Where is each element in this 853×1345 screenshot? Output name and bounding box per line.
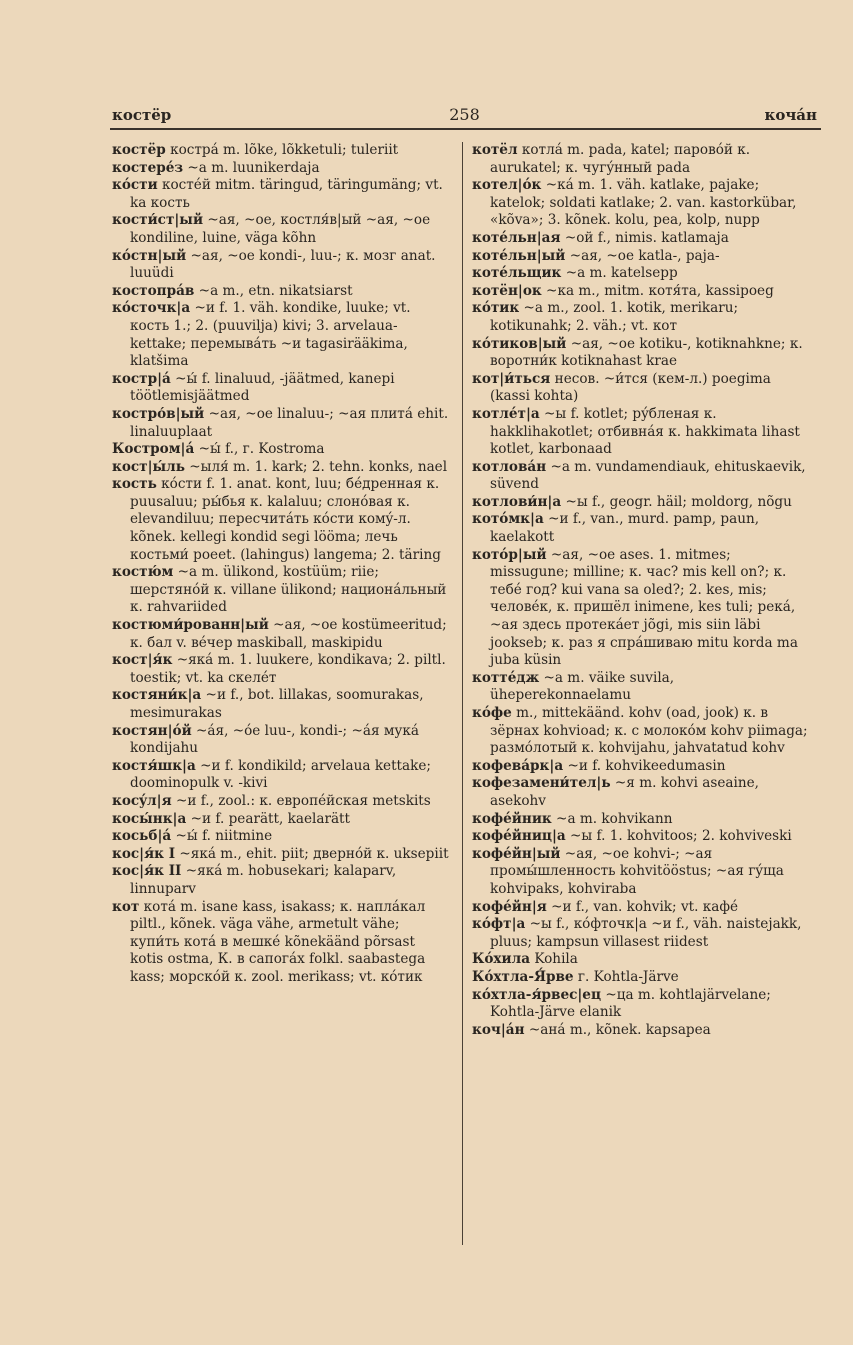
dictionary-entry bbox=[472, 916, 812, 951]
headword: кофевáрк|а bbox=[472, 757, 564, 774]
dictionary-entry bbox=[112, 793, 452, 811]
headword: котóр|ый bbox=[472, 546, 547, 563]
dictionary-entry bbox=[472, 142, 812, 177]
headword: котéльн|ая bbox=[472, 229, 561, 246]
entry-definition: ~ы f., кóфточк|а ~и f., väh. naistejakk, pluus; kampsun villasest riidest bbox=[490, 916, 802, 950]
entry-definition: ~якá m. hobusekari; kalaparv, linnuparv bbox=[130, 863, 397, 897]
dictionary-entry bbox=[472, 248, 812, 266]
dictionary-entry bbox=[472, 758, 812, 776]
running-head bbox=[112, 96, 817, 124]
dictionary-entry bbox=[112, 177, 452, 212]
headword: костю́м bbox=[112, 564, 174, 581]
dictionary-entry bbox=[472, 459, 812, 494]
dictionary-entry bbox=[472, 371, 812, 406]
headword: кофéйниц|а bbox=[472, 828, 566, 845]
dictionary-entry bbox=[472, 494, 812, 512]
dictionary-entry bbox=[472, 1022, 812, 1040]
entry-definition: ~ая, ~ое kondi-, luu-; к. мозг anat. luuüdi bbox=[130, 247, 436, 282]
dictionary-entry bbox=[112, 564, 452, 617]
headword: кот bbox=[112, 898, 140, 915]
dictionary-entry bbox=[112, 863, 452, 898]
entry-definition: котá m. isane kass, isakass; к. наплáкал piltl., kõnek. väga vähe, armetult vähe; купи́ть котá в мешкé kõnekäänd põrsast kotis ostma, К. в сапогáх folkl. saabastega kass; морскóй к. zool. merikass; vt. кóтик bbox=[130, 898, 426, 985]
entry-definition: ~áя, ~óе luu-, kondi-; ~áя мукá kondijahu bbox=[130, 722, 420, 757]
headword: коттéдж bbox=[472, 669, 540, 686]
headword: котлови́н|а bbox=[472, 493, 562, 510]
dictionary-entry bbox=[472, 230, 812, 248]
dictionary-entry bbox=[112, 723, 452, 758]
dictionary-entry bbox=[472, 811, 812, 829]
headword: кост|я́к bbox=[112, 652, 173, 669]
headword: Кóхила bbox=[472, 951, 531, 968]
headword: котел|óк bbox=[472, 177, 542, 194]
headword: кофéйн|я bbox=[472, 898, 547, 915]
headword: кофéйник bbox=[472, 810, 552, 827]
headword: кóтик bbox=[472, 300, 520, 317]
dictionary-entry bbox=[472, 951, 812, 969]
headword: костро́в|ый bbox=[112, 405, 205, 422]
headword: костёр bbox=[112, 142, 166, 158]
entry-definition: ~ая, ~ое kotiku-, kotiknahkne; к. воротни́к kotiknahast krae bbox=[490, 335, 803, 370]
entry-definition: ~ая, ~ое linaluu-; ~ая плитá ehit. linaluuplaat bbox=[130, 405, 449, 440]
dictionary-entry bbox=[472, 283, 812, 301]
headword: кость bbox=[112, 476, 157, 493]
entry-definition: ~а m. katelsepp bbox=[561, 265, 678, 282]
headword: кос|я́к II bbox=[112, 863, 182, 880]
headword: косы́нк|а bbox=[112, 810, 187, 827]
headword: кофезамени́тел|ь bbox=[472, 775, 611, 792]
headword: костян|óй bbox=[112, 722, 192, 739]
entry-definition: ~ы́ f., г. Kostroma bbox=[194, 441, 325, 458]
entry-definition: ~я m. kohvi aseaine, asekohv bbox=[490, 775, 759, 809]
entry-definition: ~ы f. kotlet; рýбленая к. hakklihakotlet; отбивнáя к. hakkimata lihast kotlet, karbonaad bbox=[490, 405, 800, 458]
entry-definition: ~ая, ~ое, костля́в|ый ~ая, ~ое kondiline, luine, väga kõhn bbox=[130, 212, 431, 246]
entry-definition: ~а m. väike suvila, üheperekonnaelamu bbox=[490, 669, 675, 704]
entry-definition: ~ы́ f. linaluud, -jäätmed, kanepi töötlemisjäätmed bbox=[130, 370, 395, 405]
entry-definition: ~и f., bot. lillakas, soomurakas, mesimurakas bbox=[130, 687, 424, 721]
entry-definition: ~ая, ~ое katla-, paja- bbox=[565, 247, 720, 264]
entry-definition: ~а m. vundamendiauk, ehituskaevik, süvend bbox=[490, 458, 806, 493]
entry-definition: ~и f. kohvikeedumasin bbox=[563, 757, 726, 774]
dictionary-entry bbox=[472, 177, 812, 230]
dictionary-entry bbox=[112, 687, 452, 722]
headword: кости́ст|ый bbox=[112, 212, 204, 229]
dictionary-entry bbox=[472, 511, 812, 546]
entry-definition: Kohila bbox=[530, 951, 578, 968]
right-guide-word: кочáн bbox=[764, 106, 817, 124]
dictionary-entry bbox=[112, 142, 452, 160]
headword: котловáн bbox=[472, 458, 547, 475]
dictionary-entry bbox=[112, 459, 452, 477]
entry-definition: m., mittekäänd. kohv (oad, jook) к. в зёрнах kohvioad; к. с молокóм kohv piimaga; размóлотый к. kohvijahu, jahvatatud kohv bbox=[490, 705, 808, 757]
entry-definition: ~и f. 1. väh. kondike, luuke; vt. кость 1.; 2. (puuvilja) kivi; 3. arvelaua-kettake; перемывáть ~и tagasirääkima, klatšima bbox=[130, 300, 411, 370]
headword: костя́шк|а bbox=[112, 757, 196, 774]
headword: кóфе bbox=[472, 705, 512, 721]
dictionary-entry bbox=[472, 705, 812, 758]
entry-definition: ~ы f., geogr. häil; moldorg, nõgu bbox=[561, 493, 792, 510]
entry-definition: котлá m. pada, katel; паровóй к. aurukatel; к. чугýнный pada bbox=[490, 142, 751, 176]
entry-definition: ~кá m. 1. väh. katlake, pajake; katelok; soldati katlake; 2. van. kastorkübar, «kõva»; 3. kõnek. kolu, pea, kolp, nupp bbox=[490, 177, 797, 229]
entry-definition: ~ы́ f. niitmine bbox=[171, 828, 273, 845]
dictionary-entry bbox=[112, 212, 452, 247]
dictionary-entry bbox=[472, 987, 812, 1022]
page-number: 258 bbox=[449, 105, 480, 124]
dictionary-entry bbox=[472, 547, 812, 670]
headword: кос|я́к I bbox=[112, 845, 176, 862]
entry-definition: костéй mitm. täringud, täringumäng; vt. ka кость bbox=[130, 177, 443, 211]
entry-definition: ~и f. pearätt, kaelarätt bbox=[186, 810, 350, 827]
headword: Кóхтла-Я́рве bbox=[472, 968, 574, 985]
headword: котёл bbox=[472, 142, 518, 158]
entry-definition: г. Kohtla-Järve bbox=[573, 968, 679, 985]
dictionary-entry bbox=[112, 899, 452, 987]
headword: Костром|á bbox=[112, 441, 195, 458]
column-separator bbox=[462, 142, 463, 1245]
dictionary-entry bbox=[472, 846, 812, 899]
headword: кóсточк|а bbox=[112, 300, 191, 317]
entry-definition: ~ца m. kohtlajärvelane; Kohtla-Järve elanik bbox=[490, 986, 771, 1021]
dictionary-entry bbox=[112, 828, 452, 846]
entry-definition: ~якá m., ehit. piit; двернóй к. uksepiit bbox=[175, 845, 449, 862]
dictionary-entry bbox=[112, 283, 452, 301]
headword: котён|ок bbox=[472, 282, 542, 299]
headword: коч|áн bbox=[472, 1021, 525, 1038]
headword: костяни́к|а bbox=[112, 687, 202, 704]
entry-definition: кóсти f. 1. anat. kont, luu; бéдренная к. puusaluu; ры́бья к. kalaluu; слонóвая к. elevandiluu; пересчитáть кóсти комý-л. kõnek. kellegi kondid segi lööma; лечь костьми́ poeet. (lahingus) langema; 2. täring bbox=[130, 476, 441, 563]
entry-definition: ~ка m., mitm. котя́та, kassipoeg bbox=[541, 282, 774, 299]
entry-definition: ~ая, ~ое kostümeeritud; к. бал v. вéчер maskiball, maskipidu bbox=[130, 617, 447, 651]
dictionary-entry bbox=[112, 617, 452, 652]
entry-definition: кострá m. lõke, lõkketuli; tuleriit bbox=[165, 142, 399, 158]
entry-definition: ~и f. kondikild; arvelaua kettake; doominopulk v. -kivi bbox=[130, 757, 431, 792]
headword: костюми́рованн|ый bbox=[112, 617, 269, 634]
entry-definition: ~и f., van. kohvik; vt. кафé bbox=[546, 898, 739, 915]
entry-definition: ~ая, ~ое ases. 1. mitmes; missugune; milline; к. час? mis kell on?; к. тебé год? kui vana sa oled?; 2. kes, mis; человéк, к. пришёл inimene, kes tuli; рекá, ~ая здесь протекáет jõgi, mis siin läbi jookseb; к. раз я спрáшиваю mitu korda ma juba küsin bbox=[490, 546, 798, 669]
headword: котéльщик bbox=[472, 265, 562, 282]
headword: кот|и́ться bbox=[472, 370, 551, 387]
entry-definition: ~ыля́ m. 1. kark; 2. tehn. konks, nael bbox=[184, 458, 448, 475]
dictionary-entry bbox=[112, 406, 452, 441]
headword: костр|á bbox=[112, 370, 171, 387]
dictionary-entry bbox=[472, 265, 812, 283]
dictionary-entry bbox=[112, 160, 452, 178]
headword: кофéйн|ый bbox=[472, 845, 561, 862]
dictionary-entry bbox=[472, 969, 812, 987]
headword: кóхтла-я́рвес|ец bbox=[472, 986, 602, 1003]
dictionary-entry bbox=[112, 846, 452, 864]
entry-definition: ~а m., etn. nikatsiarst bbox=[194, 282, 353, 299]
dictionary-entry bbox=[112, 248, 452, 283]
headword: котóмк|а bbox=[472, 511, 544, 528]
entry-definition: ~ая, ~ое kohvi-; ~ая промы́шленность kohvitööstus; ~ая гýща kohvipaks, kohviraba bbox=[490, 845, 784, 897]
entry-definition: ~и f., zool.: к. европéйская metskits bbox=[171, 792, 431, 809]
entry-definition: ~анá m., kõnek. kapsapea bbox=[524, 1021, 711, 1038]
left-guide-word: костёр bbox=[112, 106, 172, 124]
headword: косьб|á bbox=[112, 828, 172, 845]
entry-definition: ~а m. ülikond, kostüüm; riie; шерстянóй к. villane ülikond; национáльный к. rahvariided bbox=[130, 564, 447, 616]
entry-definition: ~якá m. 1. luukere, kondikava; 2. piltl. toestik; vt. ka скелéт bbox=[130, 652, 446, 686]
dictionary-entry bbox=[112, 811, 452, 829]
dictionary-entry bbox=[472, 336, 812, 371]
headword: костерéз bbox=[112, 159, 184, 176]
entry-definition: несов. ~и́тся (кем-л.) poegima (kassi kohta) bbox=[490, 370, 771, 405]
header-rule bbox=[110, 128, 821, 130]
dictionary-entry bbox=[112, 441, 452, 459]
dictionary-entry bbox=[112, 652, 452, 687]
entry-definition: ~а m., zool. 1. kotik, merikaru; kotikunahk; 2. väh.; vt. кот bbox=[490, 300, 739, 334]
dictionary-entry bbox=[112, 758, 452, 793]
dictionary-entry bbox=[472, 300, 812, 335]
dictionary-entry bbox=[472, 406, 812, 459]
entry-definition: ~ы f. 1. kohvitoos; 2. kohviveski bbox=[565, 828, 792, 845]
left-column bbox=[112, 142, 452, 1265]
dictionary-entry bbox=[112, 476, 452, 564]
dictionary-entry bbox=[472, 828, 812, 846]
entry-definition: ~а m. luunikerdaja bbox=[183, 159, 320, 176]
dictionary-entry bbox=[472, 899, 812, 917]
headword: косýл|я bbox=[112, 792, 172, 809]
headword: кóфт|а bbox=[472, 916, 526, 933]
dictionary-entry bbox=[112, 371, 452, 406]
right-column bbox=[472, 142, 812, 1265]
dictionary-entry bbox=[472, 670, 812, 705]
headword: кóтиков|ый bbox=[472, 335, 567, 352]
dictionary-entry bbox=[112, 300, 452, 370]
entry-definition: ~ой f., nimis. katlamaja bbox=[560, 229, 729, 246]
entry-definition: ~и f., van., murd. pamp, paun, kaelakott bbox=[490, 511, 760, 546]
headword: котлéт|а bbox=[472, 405, 540, 422]
entry-definition: ~а m. kohvikann bbox=[551, 810, 673, 827]
headword: котéльн|ый bbox=[472, 247, 566, 264]
dictionary-entry bbox=[472, 775, 812, 810]
headword: кóстн|ый bbox=[112, 247, 187, 264]
headword: кост|ы́ль bbox=[112, 458, 185, 475]
headword: костопрáв bbox=[112, 282, 195, 299]
headword: кóсти bbox=[112, 177, 158, 194]
